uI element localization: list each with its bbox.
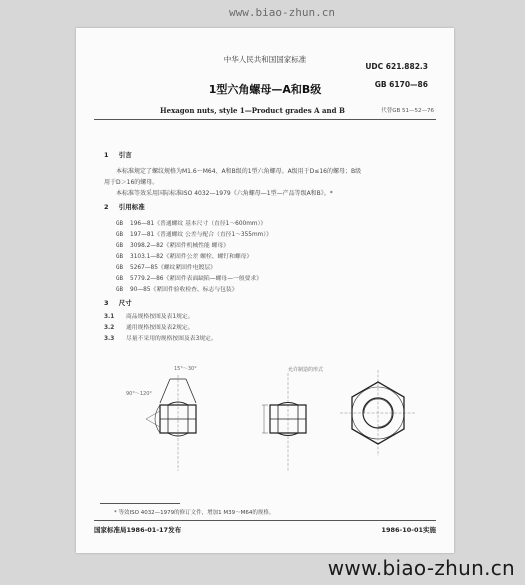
reference-item <box>116 251 252 260</box>
section-title: 尺寸 <box>118 299 132 307</box>
item-text: 通用规格按图及表2规定。 <box>126 325 194 331</box>
paragraph-line: 本标准规定了螺纹规格为M1.6～M64、A和B级的1型六角螺母。A级用于D≤16的螺母；B级 <box>116 168 362 175</box>
dimension-item <box>104 311 193 320</box>
ref-text: 90—85《紧固件验收检查、标志与包装》 <box>130 287 238 293</box>
title-english: Hexagon nuts, style 1—Product grades A and B <box>160 106 345 115</box>
item-number: 3.1 <box>104 314 115 320</box>
paragraph-line: 用于D＞16的螺母。 <box>104 179 159 186</box>
dimension-item <box>104 333 217 342</box>
ref-code: GB <box>116 287 123 293</box>
reference-item <box>116 284 238 293</box>
title-chinese: 1型六角螺母—A和B级 <box>208 83 322 96</box>
item-text: 尽量不采用的规格按图及表3规定。 <box>126 336 217 342</box>
ref-code: GB <box>116 265 123 271</box>
footnote: * 等效ISO 4032—1979的修订文件，增加1 M39～M64的规格。 <box>114 510 275 516</box>
ref-text: 196—81《普通螺纹 基本尺寸（直径1～600mm）》 <box>130 221 267 227</box>
reference-item <box>116 218 266 227</box>
section-1-heading <box>104 150 132 159</box>
item-number: 3.3 <box>104 336 115 342</box>
footnote-divider <box>100 503 180 504</box>
reference-item <box>116 262 216 271</box>
reference-item <box>116 240 229 249</box>
ref-text: 3098.2—82《紧固件机械性能 螺母》 <box>130 243 230 249</box>
gb-number: GB 6170—86 <box>374 80 428 89</box>
ref-text: 3103.1—82《紧固件公差 螺栓、螺钉和螺母》 <box>130 254 253 260</box>
nut-side-view-drawing <box>138 373 218 473</box>
ref-code: GB <box>116 243 123 249</box>
replaces-note: 代替GB 51—52—76 <box>381 108 434 114</box>
ref-code: GB <box>116 221 123 227</box>
section-number: 1 <box>104 151 109 159</box>
ref-text: 5779.2—86《紧固件表面缺陷—螺母—一般要求》 <box>130 276 263 282</box>
header-divider <box>94 119 436 120</box>
watermark-bottom: www.biao-zhun.cn <box>327 556 515 580</box>
figure-caption: 允许制造的形式 <box>288 367 324 373</box>
ref-code: GB <box>116 232 123 238</box>
section-2-heading <box>104 202 145 211</box>
watermark-top: www.biao-zhun.cn <box>229 6 335 19</box>
dimension-item <box>104 322 193 331</box>
paragraph-line: 本标准等效采用国际标准ISO 4032—1979《六角螺母—1型—产品等级A和B》。* <box>116 190 333 197</box>
ref-code: GB <box>116 254 123 260</box>
effective-date: 1986-10-01实施 <box>381 526 436 534</box>
nut-variant-side-drawing <box>258 373 318 473</box>
national-standard-header: 中华人民共和国国家标准 <box>223 55 307 64</box>
ref-text: 197—81《普通螺纹 公差与配合（直径1～355mm）》 <box>130 232 272 238</box>
section-3-heading <box>104 298 132 307</box>
udc-number: UDC 621.882.3 <box>365 62 428 71</box>
section-number: 2 <box>104 203 109 211</box>
section-title: 引用标准 <box>118 203 145 211</box>
reference-item <box>116 229 272 238</box>
document-page <box>76 28 454 553</box>
footer-divider <box>94 520 436 521</box>
section-number: 3 <box>104 299 109 307</box>
issue-date: 国家标准局1986-01-17发布 <box>94 526 182 534</box>
side-angle-label: 90°～120° <box>126 391 152 397</box>
item-number: 3.2 <box>104 325 115 331</box>
reference-item <box>116 273 262 282</box>
section-title: 引言 <box>118 151 132 159</box>
ref-text: 5267—85《螺纹紧固件电镀层》 <box>130 265 216 271</box>
nut-top-view-drawing <box>338 368 418 458</box>
ref-code: GB <box>116 276 123 282</box>
chamfer-angle-label: 15°～30° <box>174 366 197 372</box>
item-text: 商品规格按图及表1规定。 <box>126 314 194 320</box>
